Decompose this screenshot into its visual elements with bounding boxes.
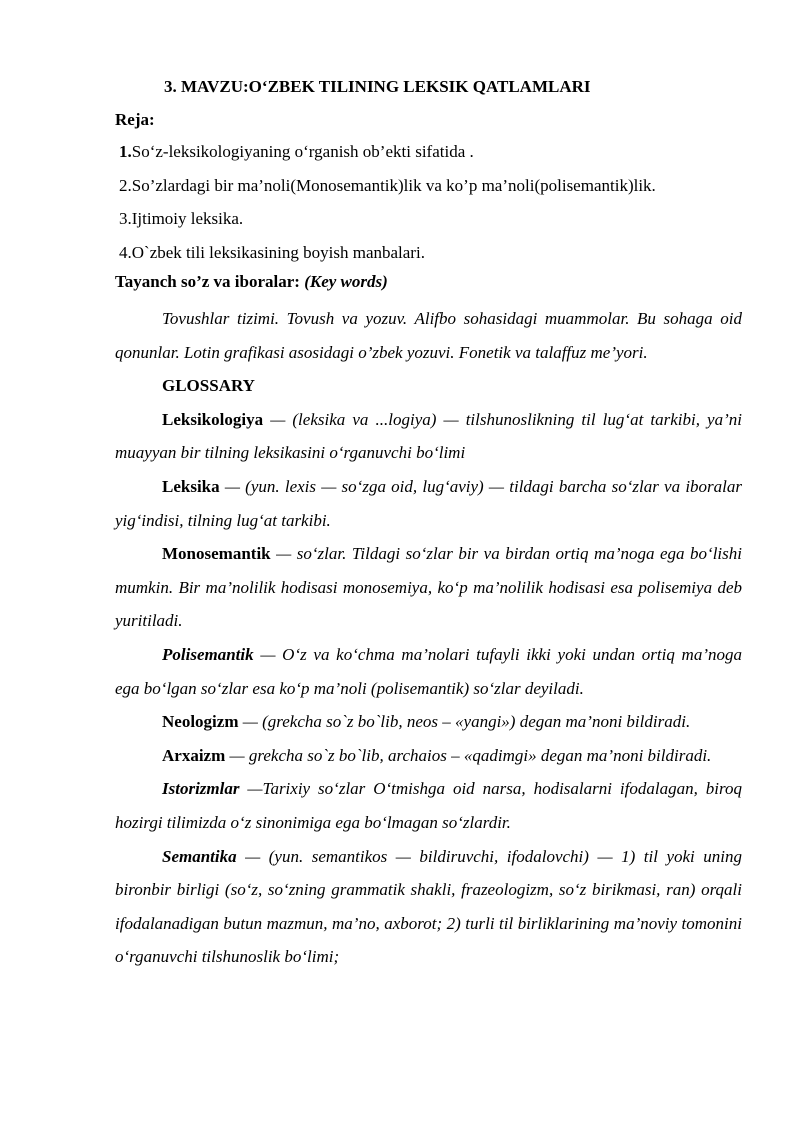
plan-item-number: 1. [119, 142, 132, 161]
glossary-entry [115, 840, 742, 974]
plan-item [119, 209, 656, 243]
glossary-heading: GLOSSARY [162, 376, 255, 396]
keywords-heading-en: (Key words) [304, 272, 388, 291]
keywords-heading-label: Tayanch so’z va iboralar: [115, 272, 300, 291]
glossary-term: Leksika [162, 476, 220, 496]
plan-item-text: So‘z-leksikologiyaning o‘rganish ob’ekti sifatida . [131, 142, 474, 161]
glossary-term: Semantika [162, 846, 237, 866]
glossary-definition: — so‘zlar. Tildagi so‘zlar bir va birdan ortiq ma’noga ega bo‘lishi mumkin. Bir ma’nolilik hodisasi monosemiya, ko‘p ma’nolilik hodisasi esa polisemiya deb yuritiladi. [115, 544, 742, 631]
plan-item-text: O`zbek tili leksikasining boyish manbalari. [131, 242, 425, 262]
glossary-entry [115, 772, 742, 839]
plan-item [119, 176, 656, 210]
glossary-definition: — O‘z va ko‘chma ma’nolari tufayli ikki yoki undan ortiq ma’noga ega bo‘lgan so‘zlar esa ko‘p ma’noli (polisemantik) so‘zlar deyiladi. [115, 644, 742, 698]
plan-item-text: Ijtimoiy leksika. [131, 209, 244, 228]
document-body [115, 302, 742, 974]
glossary-term: Polisemantik [162, 644, 254, 664]
glossary-definition: —Tarixiy so‘zlar O‘tmishga oid narsa, hodisalarni ifodalagan, biroq hozirgi tilimizda o‘z sinonimiga ega bo‘lmagan so‘zlardir. [115, 779, 742, 832]
plan-item-number: 3. [119, 209, 132, 228]
plan-heading: Reja: [115, 110, 155, 129]
glossary-entry [115, 638, 742, 705]
glossary-entry [115, 739, 742, 773]
glossary-definition: — grekcha so`z bo`lib, archaios – «qadimgi» degan ma’noni bildiradi. [225, 745, 712, 765]
plan-item-number: 4. [119, 242, 132, 262]
plan-list [119, 142, 656, 276]
glossary-definition: — (yun. semantikos — bildiruvchi, ifodalovchi) — 1) til yoki uning bironbir birligi (so‘z, so‘zning grammatik shakli, frazeologizm, so‘z birikmasi, ran) orqali ifodalanadigan butun mazmun, ma’no, axborot; 2) turli til birliklarining ma’noviy tomonini o‘rganuvchi tilshunoslik bo‘limi; [115, 846, 742, 967]
glossary-term: Istorizmlar [162, 779, 240, 799]
glossary-term: Monosemantik [162, 544, 271, 564]
plan-item-text: So’zlardagi bir ma’noli(Monosemantik)lik va ko’p ma’noli(polisemantik)lik. [131, 175, 656, 195]
keywords-text: Tovushlar tizimi. Tovush va yozuv. Alifbo sohasidagi muammolar. Bu sohaga oid qonunlar. Lotin grafikasi asosidagi o’zbek yozuvi. Fonetik va talaffuz me’yori. [115, 309, 742, 362]
glossary-entry [115, 403, 742, 470]
glossary-entry [115, 470, 742, 537]
glossary-term: Arxaizm [162, 745, 226, 765]
plan-item-number: 2. [119, 175, 132, 195]
glossary-term: Neologizm [162, 712, 239, 732]
keywords-heading [115, 272, 388, 292]
plan-item [119, 142, 656, 176]
plan-item [119, 243, 656, 277]
glossary-definition: — (leksika va ...logiya) — tilshunoslikning til lug‘at tarkibi, ya’ni muayyan bir tilning leksikasini o‘rganuvchi bo‘limi [115, 409, 742, 463]
glossary-definition: — (yun. lexis — so‘zga oid, lug‘aviy) — tildagi barcha so‘zlar va iboralar yig‘indisi, tilning lug‘at tarkibi. [115, 476, 742, 530]
glossary-entry [115, 705, 742, 739]
glossary-definition: — (grekcha so`z bo`lib, neos – «yangi») degan ma’noni bildiradi. [238, 712, 691, 732]
page-title: 3. MAVZU:O‘ZBEK TILINING LEKSIK QATLAMLARI [164, 77, 591, 96]
glossary-entry [115, 537, 742, 638]
glossary-term: Leksikologiya [162, 409, 264, 429]
